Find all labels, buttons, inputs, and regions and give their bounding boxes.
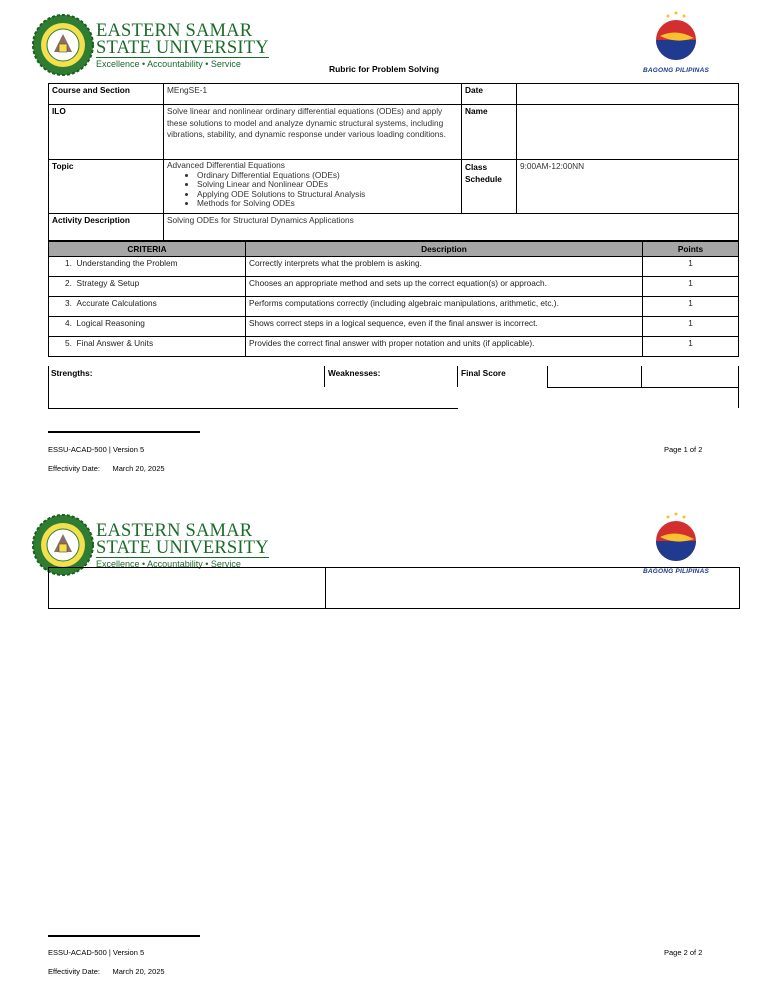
page-number: Page 1 of 2	[664, 445, 703, 454]
table-row	[49, 257, 739, 277]
criteria-name: Understanding the Problem	[76, 258, 178, 268]
document-title: Rubric for Problem Solving	[328, 64, 440, 74]
topic-item: • Solving Linear and Nonlinear ODEs	[197, 180, 458, 190]
class-schedule-label-line1: Class	[465, 162, 488, 172]
class-schedule-label-line2: Schedule	[465, 174, 502, 184]
points-cell: 1	[643, 337, 739, 357]
weaknesses-label: Weaknesses:	[328, 368, 381, 378]
criteria-number: 1.	[65, 258, 72, 268]
bagong-pilipinas-text: BAGONG PILIPINAS	[642, 568, 710, 575]
university-name	[96, 523, 269, 569]
table-row	[49, 297, 739, 317]
description-cell: Provides the correct final answer with proper notation and units (if applicable).	[246, 337, 643, 357]
page-number: Page 2 of 2	[664, 948, 703, 957]
criteria-name: Strategy & Setup	[76, 278, 140, 288]
criteria-number: 4.	[65, 318, 72, 328]
topic-value	[164, 160, 462, 214]
footer-divider	[48, 935, 200, 937]
effectivity-value: March 20, 2025	[112, 464, 165, 473]
criteria-cell	[49, 317, 246, 337]
class-schedule-label	[462, 160, 517, 214]
criteria-cell	[49, 277, 246, 297]
final-score-label: Final Score	[461, 368, 506, 378]
criteria-cell	[49, 337, 246, 357]
university-name-line2: STATE UNIVERSITY	[96, 538, 269, 558]
activity-description-label: Activity Description	[49, 214, 164, 241]
criteria-number: 2.	[65, 278, 72, 288]
effectivity-label: Effectivity Date:	[48, 464, 100, 473]
topic-item: • Ordinary Differential Equations (ODEs)	[197, 171, 458, 181]
bagong-pilipinas-emblem-icon	[646, 10, 706, 62]
effectivity-date	[48, 967, 165, 976]
points-cell: 1	[643, 277, 739, 297]
strengths-label: Strengths:	[51, 368, 93, 378]
name-label: Name	[462, 105, 517, 160]
document-code: ESSU-ACAD-500 | Version 5	[48, 948, 145, 957]
description-header: Description	[246, 242, 643, 257]
table-row	[49, 337, 739, 357]
description-cell: Performs computations correctly (including algebraic manipulations, arithmetic, etc.).	[246, 297, 643, 317]
ilo-label: ILO	[49, 105, 164, 160]
document-code: ESSU-ACAD-500 | Version 5	[48, 445, 145, 454]
points-cell: 1	[643, 297, 739, 317]
rubric-criteria-table	[48, 241, 739, 357]
university-name-line2: STATE UNIVERSITY	[96, 38, 269, 58]
university-motto: Excellence • Accountability • Service	[96, 557, 269, 569]
criteria-cell	[49, 297, 246, 317]
bagong-pilipinas-logo	[638, 511, 714, 575]
effectivity-date	[48, 464, 165, 473]
university-motto: Excellence • Accountability • Service	[96, 57, 269, 69]
university-name-line1: EASTERN SAMAR	[96, 521, 253, 541]
footer-divider	[48, 431, 200, 433]
name-field[interactable]	[517, 105, 739, 160]
university-name-line1: EASTERN SAMAR	[96, 21, 253, 41]
bagong-pilipinas-text: BAGONG PILIPINAS	[642, 67, 710, 74]
continuation-table	[48, 567, 740, 609]
criteria-name: Logical Reasoning	[76, 318, 145, 328]
date-field[interactable]	[517, 84, 739, 105]
points-header: Points	[643, 242, 739, 257]
topic-item: • Applying ODE Solutions to Structural Analysis	[197, 190, 458, 200]
topic-label: Topic	[49, 160, 164, 214]
table-row	[49, 277, 739, 297]
date-label: Date	[462, 84, 517, 105]
effectivity-label: Effectivity Date:	[48, 967, 100, 976]
description-cell: Shows correct steps in a logical sequence, even if the final answer is incorrect.	[246, 317, 643, 337]
topic-list	[167, 171, 458, 209]
criteria-name: Accurate Calculations	[76, 298, 157, 308]
criteria-name: Final Answer & Units	[76, 338, 154, 348]
effectivity-value: March 20, 2025	[112, 967, 165, 976]
table-row	[49, 317, 739, 337]
university-name	[96, 23, 269, 69]
ilo-value: Solve linear and nonlinear ordinary differential equations (ODEs) and apply these solutions to model and analyze dynamic structural systems, including vibrations, stability, and dynamic response under various loading conditions.	[164, 105, 462, 160]
weaknesses-continuation-field[interactable]	[326, 568, 739, 608]
description-cell: Correctly interprets what the problem is asking.	[246, 257, 643, 277]
criteria-number: 5.	[65, 338, 72, 348]
criteria-cell	[49, 257, 246, 277]
strengths-continuation-field[interactable]	[49, 568, 325, 608]
points-cell: 1	[643, 317, 739, 337]
points-cell: 1	[643, 257, 739, 277]
activity-description-value: Solving ODEs for Structural Dynamics Applications	[164, 214, 739, 241]
criteria-number: 3.	[65, 298, 72, 308]
course-info-table	[48, 83, 739, 241]
class-schedule-value: 9:00AM-12:00NN	[517, 160, 739, 214]
feedback-section	[48, 366, 739, 408]
course-section-value: MEngSE-1	[164, 84, 462, 105]
description-cell: Chooses an appropriate method and sets up the correct equation(s) or approach.	[246, 277, 643, 297]
criteria-header: CRITERIA	[49, 242, 246, 257]
topic-title: Advanced Differential Equations	[167, 160, 285, 170]
final-score-field[interactable]	[549, 367, 639, 386]
topic-item: • Methods for Solving ODEs	[197, 199, 458, 209]
bagong-pilipinas-emblem-icon	[646, 511, 706, 563]
course-section-label: Course and Section	[49, 84, 164, 105]
